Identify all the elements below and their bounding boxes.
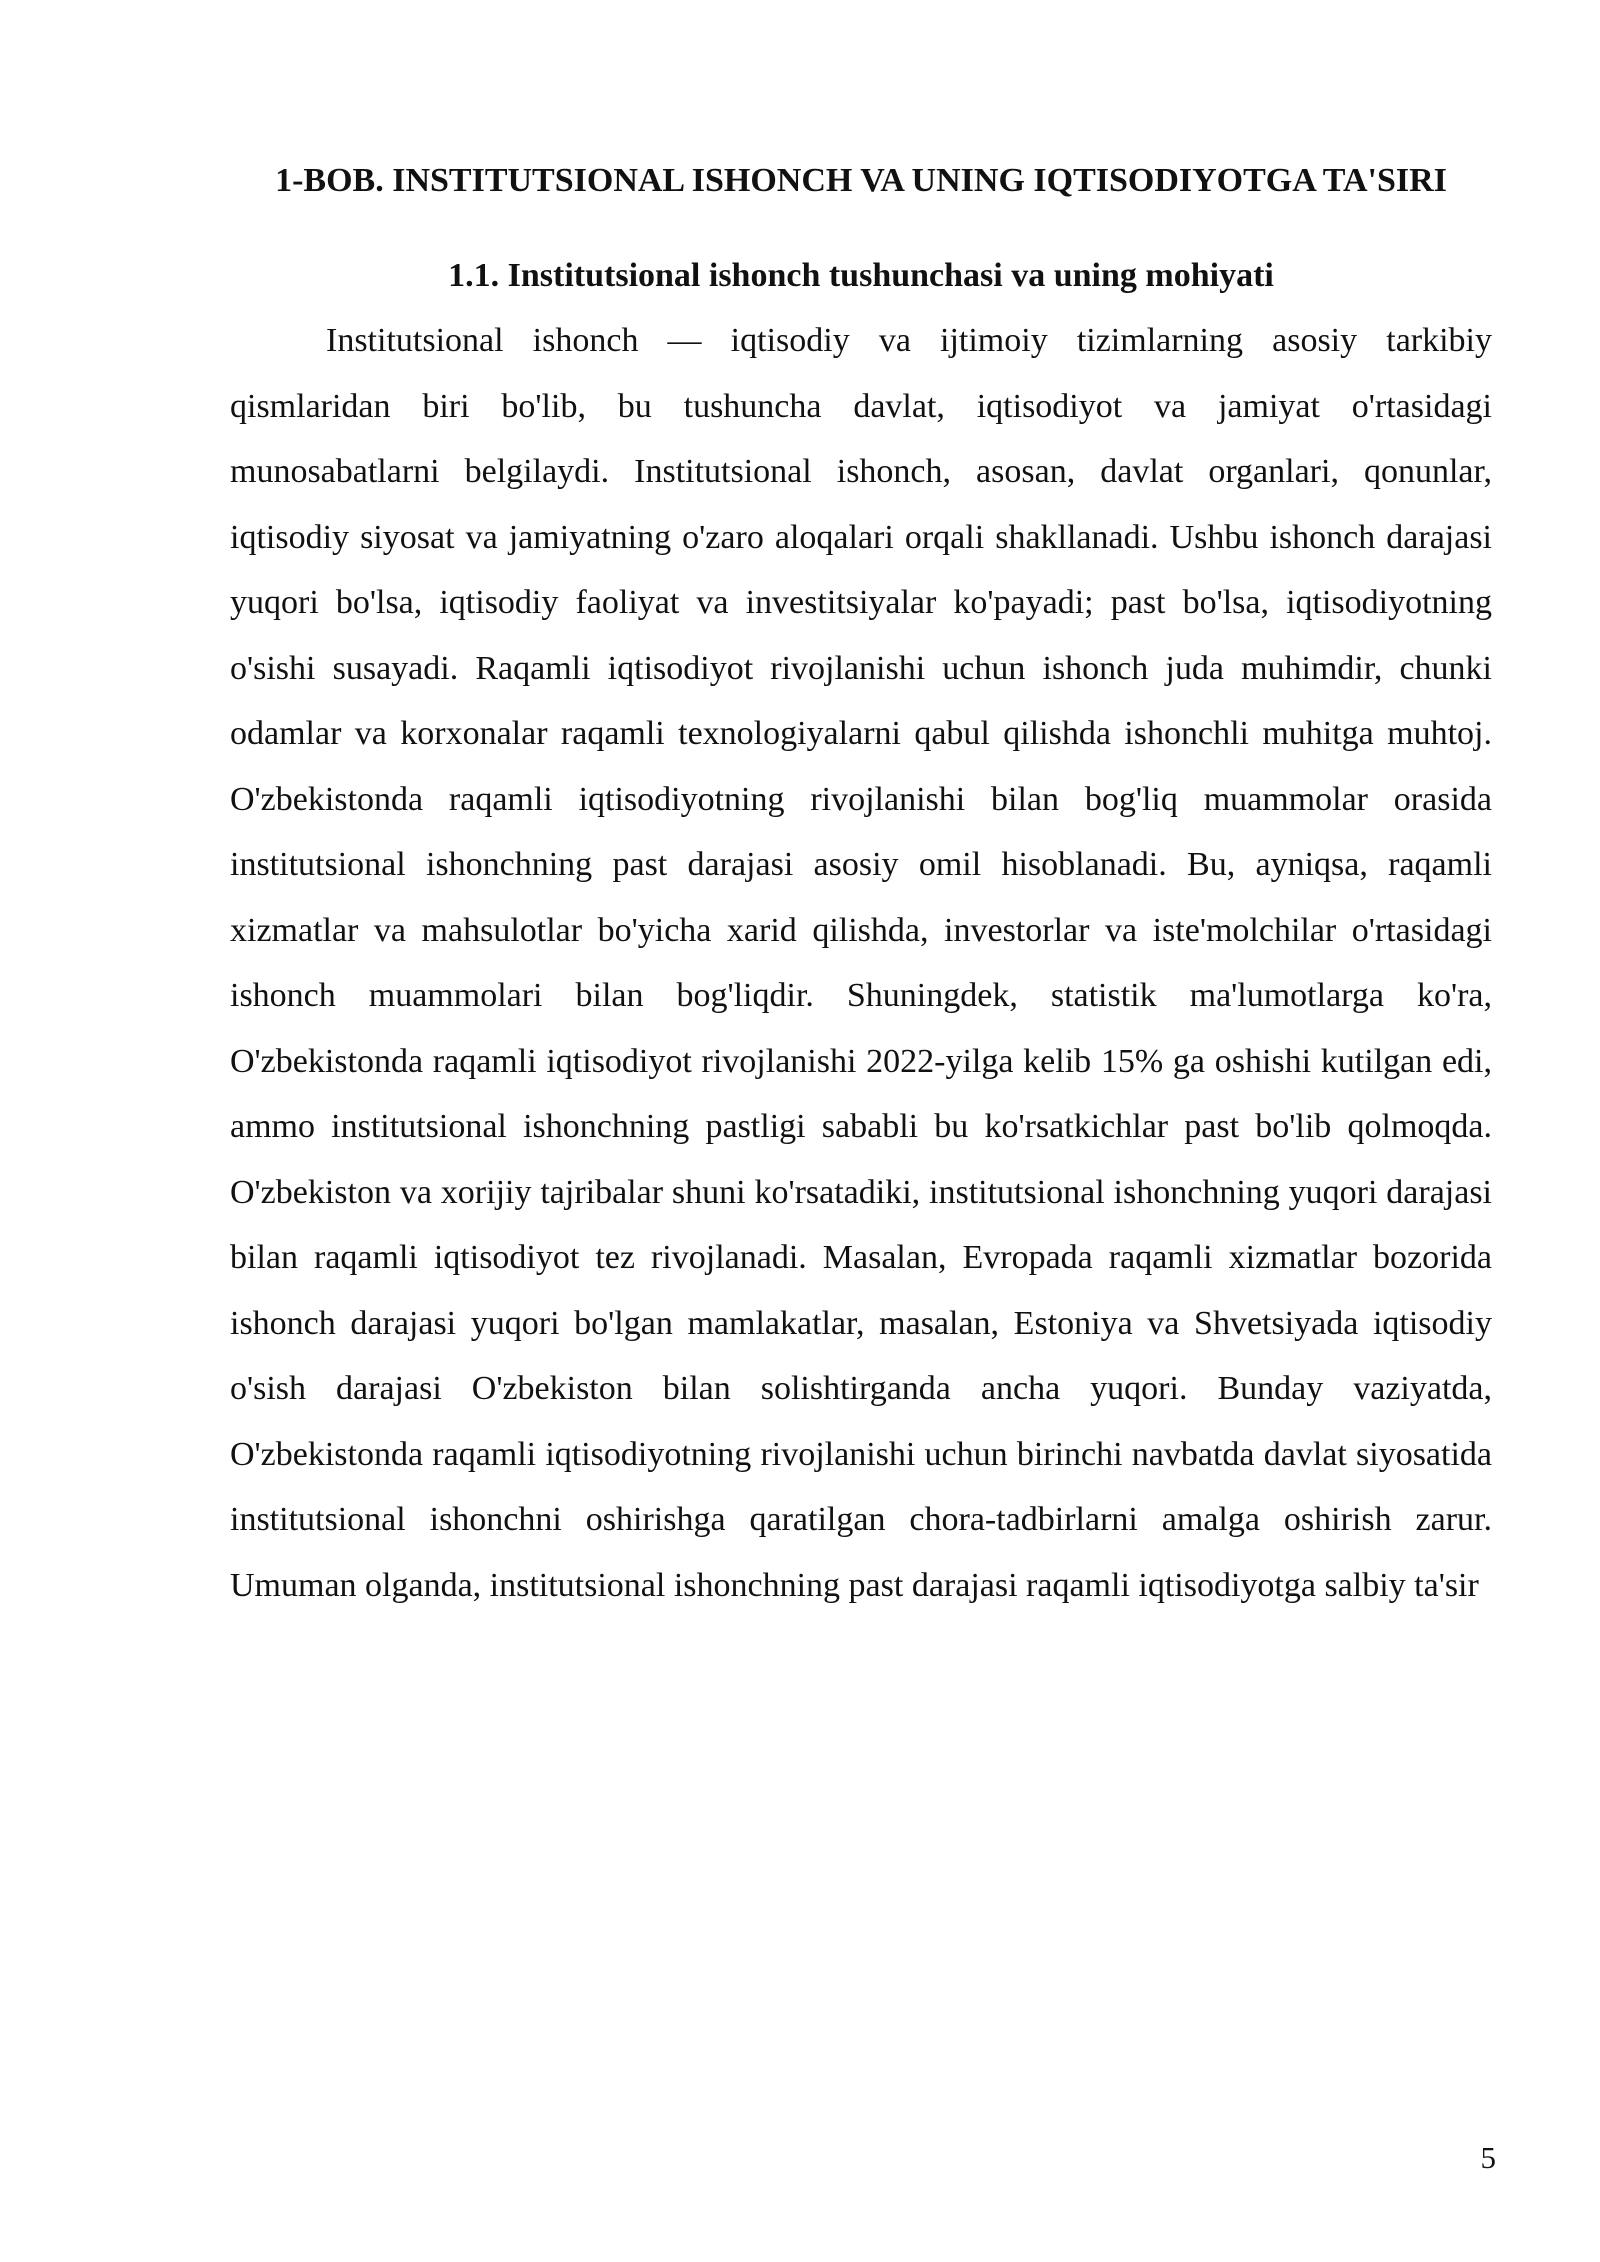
chapter-title: 1-BOB. INSTITUTSIONAL ISHONCH VA UNING IQTISODIYOTGA TA'SIRI [275,162,1447,199]
page-content [230,148,1492,1618]
section-title: 1.1. Institutsional ishonch tushunchasi va uning mohiyati [448,257,1274,294]
body-paragraph: Institutsional ishonch — iqtisodiy va ijtimoiy tizimlarning asosiy tarkibiy qismlaridan biri bo'lib, bu tushuncha davlat, iqtisodiyot va jamiyat o'rtasidagi munosabatlarni belgilaydi. Institutsional ishonch, asosan, davlat organlari, qonunlar, iqtisodiy siyosat va jamiyatning o'zaro aloqalari orqali shakllanadi. Ushbu ishonch darajasi yuqori bo'lsa, iqtisodiy faoliyat va investitsiyalar ko'payadi; past bo'lsa, iqtisodiyotning o'sishi susayadi. Raqamli iqtisodiyot rivojlanishi uchun ishonch juda muhimdir, chunki odamlar va korxonalar raqamli texnologiyalarni qabul qilishda ishonchli muhitga muhtoj. O'zbekistonda raqamli iqtisodiyotning rivojlanishi bilan bog'liq muammolar orasida institutsional ishonchning past darajasi asosiy omil hisoblanadi. Bu, ayniqsa, raqamli xizmatlar va mahsulotlar bo'yicha xarid qilishda, investorlar va iste'molchilar o'rtasidagi ishonch muammolari bilan bog'liqdir. Shuningdek, statistik ma'lumotlarga ko'ra, O'zbekistonda raqamli iqtisodiyot rivojlanishi 2022-yilga kelib 15% ga oshishi kutilgan edi, ammo institutsional ishonchning pastligi sababli bu ko'rsatkichlar past bo'lib qolmoqda. O'zbekiston va xorijiy tajribalar shuni ko'rsatadiki, institutsional ishonchning yuqori darajasi bilan raqamli iqtisodiyot tez rivojlanadi. Masalan, Evropada raqamli xizmatlar bozorida ishonch darajasi yuqori bo'lgan mamlakatlar, masalan, Estoniya va Shvetsiyada iqtisodiy o'sish darajasi O'zbekiston bilan solishtirganda ancha yuqori. Bunday vaziyatda, O'zbekistonda raqamli iqtisodiyotning rivojlanishi uchun birinchi navbatda davlat siyosatida institutsional ishonchni oshirishga qaratilgan chora-tadbirlarni amalga oshirish zarur. Umuman olganda, institutsional ishonchning past darajasi raqamli iqtisodiyotga salbiy ta'sir [230,322,1492,1604]
page-number: 5 [1480,2140,1496,2175]
